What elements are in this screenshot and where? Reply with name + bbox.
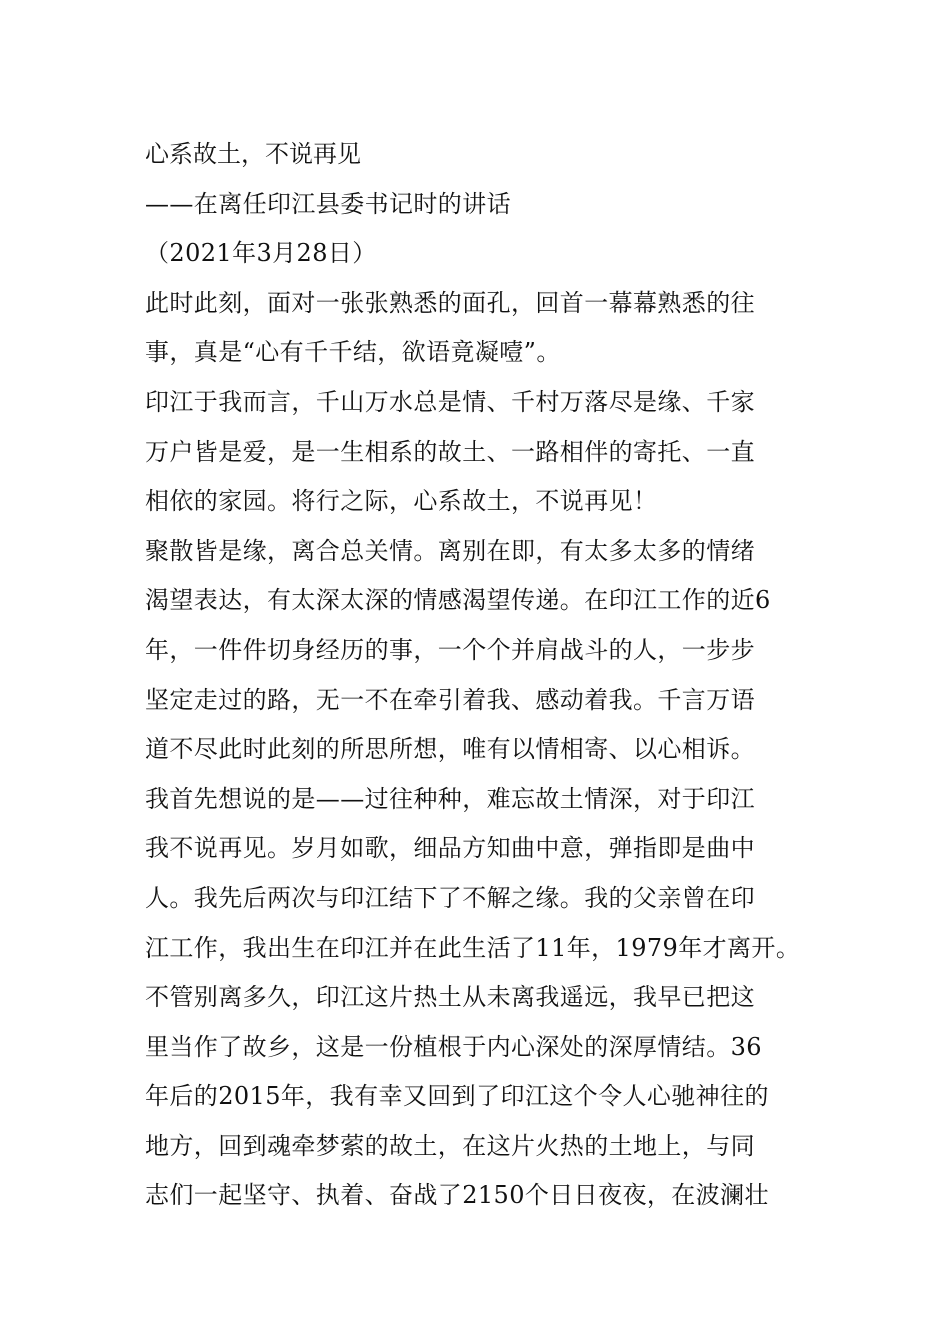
text-line: 年后的2015年，我有幸又回到了印江这个令人心驰神往的: [145, 1082, 769, 1111]
text-line: 坚定走过的路，无一不在牵引着我、感动着我。千言万语: [145, 685, 755, 714]
text-line: 不管别离多久，印江这片热土从未离我遥远，我早已把这: [145, 983, 755, 1012]
text-line: 道不尽此时此刻的所思所想，唯有以情相寄、以心相诉。: [145, 735, 755, 764]
text-line: 相依的家园。将行之际，心系故土，不说再见！: [145, 487, 658, 516]
document-date: （2021年3月28日）: [145, 239, 377, 268]
text-line: 地方，回到魂牵梦萦的故土，在这片火热的土地上，与同: [145, 1131, 755, 1160]
text-line: 里当作了故乡，这是一份植根于内心深处的深厚情结。36: [145, 1032, 762, 1061]
text-line: 万户皆是爱，是一生相系的故土、一路相伴的寄托、一直: [145, 437, 755, 466]
text-line: 我首先想说的是——过往种种，难忘故土情深，对于印江: [145, 784, 755, 813]
text-line: 聚散皆是缘，离合总关情。离别在即，有太多太多的情绪: [145, 536, 755, 565]
text-line: 此时此刻，面对一张张熟悉的面孔，回首一幕幕熟悉的往: [145, 288, 755, 317]
text-line: 江工作，我出生在印江并在此生活了11年，1979年才离开。: [145, 933, 801, 962]
document-title: 心系故土，不说再见: [145, 140, 361, 168]
document-body: [145, 130, 815, 1221]
text-line: 年，一件件切身经历的事，一个个并肩战斗的人，一步步: [145, 635, 755, 664]
document-subtitle: ——在离任印江县委书记时的讲话: [145, 189, 511, 218]
text-line: 渴望表达，有太深太深的情感渴望传递。在印江工作的近6: [145, 586, 771, 615]
text-line: 印江于我而言，千山万水总是情、千村万落尽是缘、千家: [145, 387, 755, 416]
text-line: 事，真是“心有千千结，欲语竟凝噎”。: [145, 338, 561, 367]
text-line: 人。我先后两次与印江结下了不解之缘。我的父亲曾在印: [145, 883, 755, 912]
text-line: 志们一起坚守、执着、奋战了2150个日日夜夜，在波澜壮: [145, 1181, 769, 1210]
text-line: 我不说再见。岁月如歌，细品方知曲中意，弹指即是曲中: [145, 834, 755, 863]
